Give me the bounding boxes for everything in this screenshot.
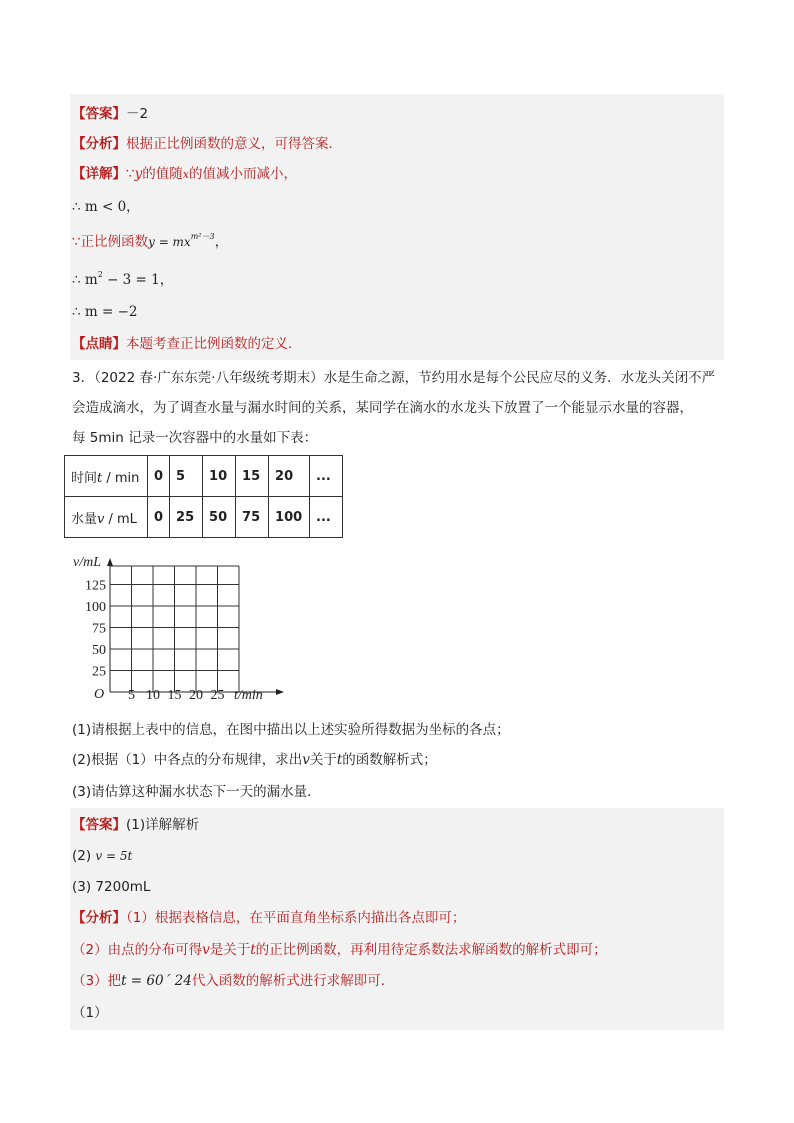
y-axis-arrow-icon bbox=[107, 558, 113, 566]
problem-line-3: 每 5min 记录一次容器中的水量如下表： bbox=[72, 430, 318, 446]
table-cell: 0 bbox=[148, 497, 170, 538]
solution-answer-line bbox=[72, 815, 199, 835]
step-4: ∴ m = −2 bbox=[72, 304, 138, 320]
question-2: (2)根据（1）中各点的分布规律，求出v关于t的函数解析式； bbox=[72, 752, 437, 768]
table-cell: 100 bbox=[269, 497, 310, 538]
table-row bbox=[65, 456, 343, 497]
table-row-header: 时间t / min bbox=[65, 456, 148, 497]
y-tick-label: 50 bbox=[92, 643, 106, 658]
answer-tag: 【答案】 bbox=[72, 106, 126, 122]
origin-label: O bbox=[94, 687, 105, 702]
table-cell: 25 bbox=[170, 497, 203, 538]
x-tick-label: 20 bbox=[189, 688, 203, 703]
table-cell: 0 bbox=[148, 456, 170, 497]
analysis-tag: 【分析】 bbox=[72, 136, 126, 152]
table-cell: 5 bbox=[170, 456, 203, 497]
y-tick-label: 75 bbox=[92, 621, 106, 637]
solution-analysis-3: （3）把t = 60´ 24代入函数的解析式进行求解即可． bbox=[72, 973, 395, 989]
table-cell: 75 bbox=[236, 497, 269, 538]
answer-tag: 【答案】 bbox=[72, 817, 126, 833]
table-cell: 15 bbox=[236, 456, 269, 497]
x-tick-label: 15 bbox=[167, 688, 182, 703]
x-axis-label: t/min bbox=[234, 688, 263, 703]
x-tick-label: 25 bbox=[210, 688, 225, 703]
answer-3: (3) 7200mL bbox=[72, 879, 151, 895]
solution-detail-start: （1） bbox=[72, 1005, 108, 1021]
prev-detail-line: 【详解】∵y的值随x的值减小而减小， bbox=[72, 166, 297, 182]
prev-analysis-line bbox=[72, 134, 342, 154]
step-2: ∵正比例函数$y = mx^{m^2-3}$， bbox=[72, 232, 229, 250]
answer-value: －2 bbox=[126, 106, 149, 122]
table-row-header: 水量v / mL bbox=[65, 497, 148, 538]
y-tick-label: 100 bbox=[85, 600, 106, 615]
step-1: ∴ m < 0， bbox=[72, 199, 140, 215]
detail-tag: 【详解】 bbox=[72, 166, 126, 182]
x-tick-label: 10 bbox=[146, 688, 160, 703]
x-tick-label: 5 bbox=[128, 688, 135, 703]
prev-answer-line bbox=[72, 104, 148, 124]
table-cell: 20 bbox=[269, 456, 310, 497]
question-1: (1)请根据上表中的信息，在图中描出以上述实验所得数据为坐标的各点； bbox=[72, 722, 510, 738]
x-axis-arrow-icon bbox=[276, 689, 284, 695]
table-cell: ... bbox=[310, 497, 343, 538]
table-cell: 10 bbox=[203, 456, 236, 497]
problem-line-2: 会造成滴水，为了调查水量与漏水时间的关系，某同学在滴水的水龙头下放置了一个能显示水量的容器， bbox=[72, 400, 693, 416]
data-table bbox=[64, 455, 343, 538]
problem-line-1: 3．（2022 春·广东东莞·八年级统考期末）水是生命之源，节约用水是每个公民应尽的义务．水龙头关闭不严 bbox=[72, 370, 716, 386]
comment-tag: 【点睛】 bbox=[72, 336, 126, 352]
solution-analysis-1: 【分析】（1）根据表格信息，在平面直角坐标系内描出各点即可； bbox=[72, 910, 466, 926]
analysis-text: 根据正比例函数的意义，可得答案． bbox=[126, 136, 342, 152]
y-tick-label: 125 bbox=[85, 578, 106, 594]
analysis-tag: 【分析】 bbox=[72, 910, 126, 926]
coordinate-grid bbox=[60, 548, 290, 706]
prev-comment-line bbox=[72, 334, 302, 354]
answer-2: (2) v = 5t bbox=[72, 848, 133, 864]
y-tick-label: 25 bbox=[92, 664, 106, 680]
table-row bbox=[65, 497, 343, 538]
step-3: ∴ $m^2 - 3 = 1$， bbox=[72, 270, 174, 288]
answer-1: (1)详解解析 bbox=[126, 817, 200, 833]
comment-text: 本题考查正比例函数的定义． bbox=[126, 336, 302, 352]
question-3: (3)请估算这种漏水状态下一天的漏水量． bbox=[72, 784, 321, 800]
y-axis-label: v/mL bbox=[73, 555, 101, 570]
table-cell: ... bbox=[310, 456, 343, 497]
solution-analysis-2: （2）由点的分布可得v是关于t的正比例函数，再利用待定系数法求解函数的解析式即可； bbox=[72, 942, 607, 958]
table-cell: 50 bbox=[203, 497, 236, 538]
